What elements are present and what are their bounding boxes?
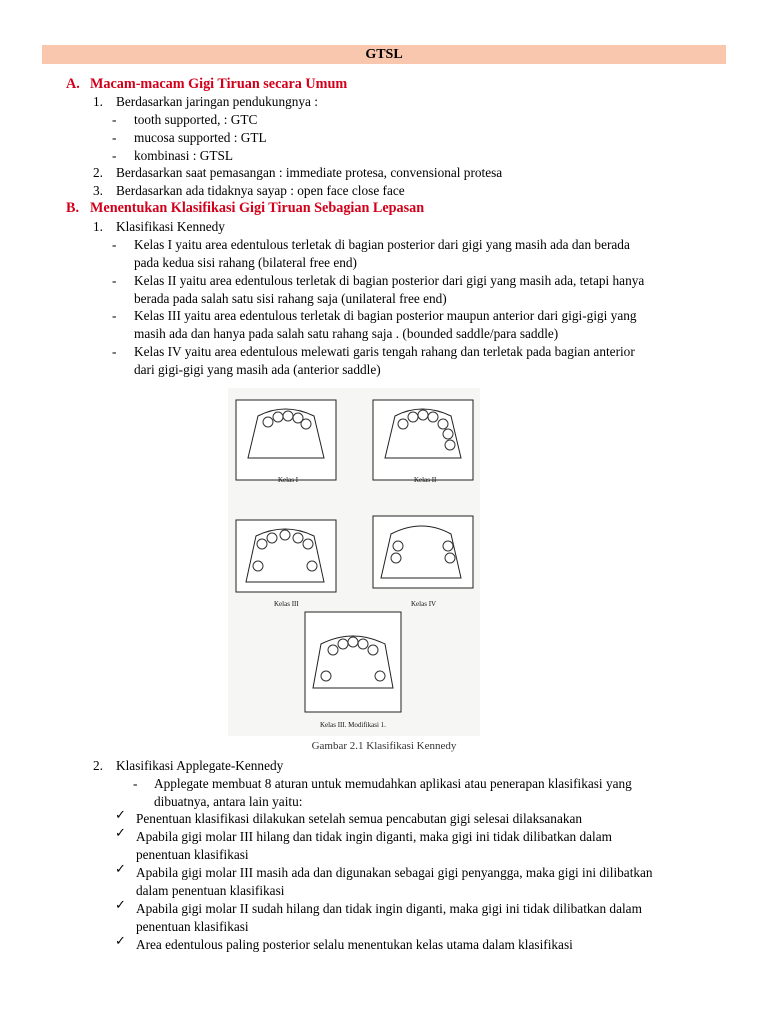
applegate-intro-line1: Applegate membuat 8 aturan untuk memudahkan aplikasi atau penerapan klasifikasi yang	[154, 776, 632, 791]
rule-1: Penentuan klasifikasi dilakukan setelah semua pencabutan gigi selesai dilaksanakan	[136, 811, 583, 826]
list-item: Berdasarkan ada tidaknya sayap : open face close face	[116, 183, 405, 198]
list-number: 1.	[93, 94, 103, 109]
kennedy-class-3-line1: Kelas III yaitu area edentulous terletak di bagian posterior maupun anterior dari gigi-gigi yang	[134, 308, 637, 323]
checkmark-icon: ✓	[115, 934, 126, 949]
list-item: Klasifikasi Kennedy	[116, 219, 225, 234]
list-item: Berdasarkan jaringan pendukungnya :	[116, 94, 318, 109]
rule-3-line1: Apabila gigi molar III masih ada dan digunakan sebagai gigi penyangga, maka gigi ini dilibatkan	[136, 865, 653, 880]
dash-bullet: -	[112, 130, 117, 145]
document-title: GTSL	[365, 47, 403, 62]
figure-label-kelas-3-mod: Kelas III. Modifikasi 1.	[320, 721, 386, 729]
list-number: 3.	[93, 183, 103, 198]
kennedy-class-3-line2: masih ada dan hanya pada salah satu rahang saja . (bounded saddle/para saddle)	[134, 326, 559, 341]
checkmark-icon: ✓	[115, 826, 126, 841]
list-number: 1.	[93, 219, 103, 234]
sub-item: kombinasi : GTSL	[134, 148, 233, 163]
section-b-marker: B.	[66, 200, 80, 216]
rule-4-line2: penentuan klasifikasi	[136, 919, 249, 934]
rule-5: Area edentulous paling posterior selalu menentukan kelas utama dalam klasifikasi	[136, 937, 573, 952]
list-item: Klasifikasi Applegate-Kennedy	[116, 758, 284, 773]
dash-bullet: -	[133, 776, 138, 791]
checkmark-icon: ✓	[115, 898, 126, 913]
sub-item: tooth supported, : GTC	[134, 112, 258, 127]
dash-bullet: -	[112, 112, 117, 127]
dash-bullet: -	[112, 273, 117, 288]
kennedy-classification-figure	[228, 388, 480, 736]
figure-label-kelas-4: Kelas IV	[411, 600, 437, 608]
checkmark-icon: ✓	[115, 808, 126, 823]
rule-3-line2: dalam penentuan klasifikasi	[136, 883, 285, 898]
applegate-intro-line2: dibuatnya, antara lain yaitu:	[154, 794, 303, 809]
figure-label-kelas-3: Kelas III	[274, 600, 299, 608]
figure-label-kelas-2: Kelas II	[414, 476, 437, 484]
kennedy-class-4-line2: dari gigi-gigi yang masih ada (anterior saddle)	[134, 362, 381, 377]
figure-caption: Gambar 2.1 Klasifikasi Kennedy	[311, 740, 457, 752]
dash-bullet: -	[112, 237, 117, 252]
list-item: Berdasarkan saat pemasangan : immediate protesa, convensional protesa	[116, 165, 503, 180]
section-a-heading: Macam-macam Gigi Tiruan secara Umum	[90, 76, 348, 92]
kennedy-class-1-line2: pada kedua sisi rahang (bilateral free end)	[134, 255, 357, 270]
section-b-heading: Menentukan Klasifikasi Gigi Tiruan Sebagian Lepasan	[90, 200, 425, 216]
kennedy-class-4-line1: Kelas IV yaitu area edentulous melewati garis tengah rahang dan terletak pada bagian anterior	[134, 344, 635, 359]
figure-label-kelas-1: Kelas I	[278, 476, 299, 484]
kennedy-class-2-line1: Kelas II yaitu area edentulous terletak di bagian posterior dari gigi yang masih ada, tetapi hanya	[134, 273, 645, 288]
dash-bullet: -	[112, 308, 117, 323]
dash-bullet: -	[112, 148, 117, 163]
section-a-marker: A.	[66, 76, 80, 92]
rule-2-line2: penentuan klasifikasi	[136, 847, 249, 862]
rule-4-line1: Apabila gigi molar II sudah hilang dan tidak ingin diganti, maka gigi ini tidak dilibatkan dalam	[136, 901, 642, 916]
document-title-bar	[42, 45, 726, 64]
dash-bullet: -	[112, 344, 117, 359]
list-number: 2.	[93, 165, 103, 180]
list-number: 2.	[93, 758, 103, 773]
checkmark-icon: ✓	[115, 862, 126, 877]
kennedy-class-1-line1: Kelas I yaitu area edentulous terletak di bagian posterior dari gigi yang masih ada dan berada	[134, 237, 630, 252]
kennedy-class-2-line2: berada pada salah satu sisi rahang saja (unilateral free end)	[134, 291, 447, 306]
sub-item: mucosa supported : GTL	[134, 130, 267, 145]
rule-2-line1: Apabila gigi molar III hilang dan tidak ingin diganti, maka gigi ini tidak dilibatkan dalam	[136, 829, 612, 844]
